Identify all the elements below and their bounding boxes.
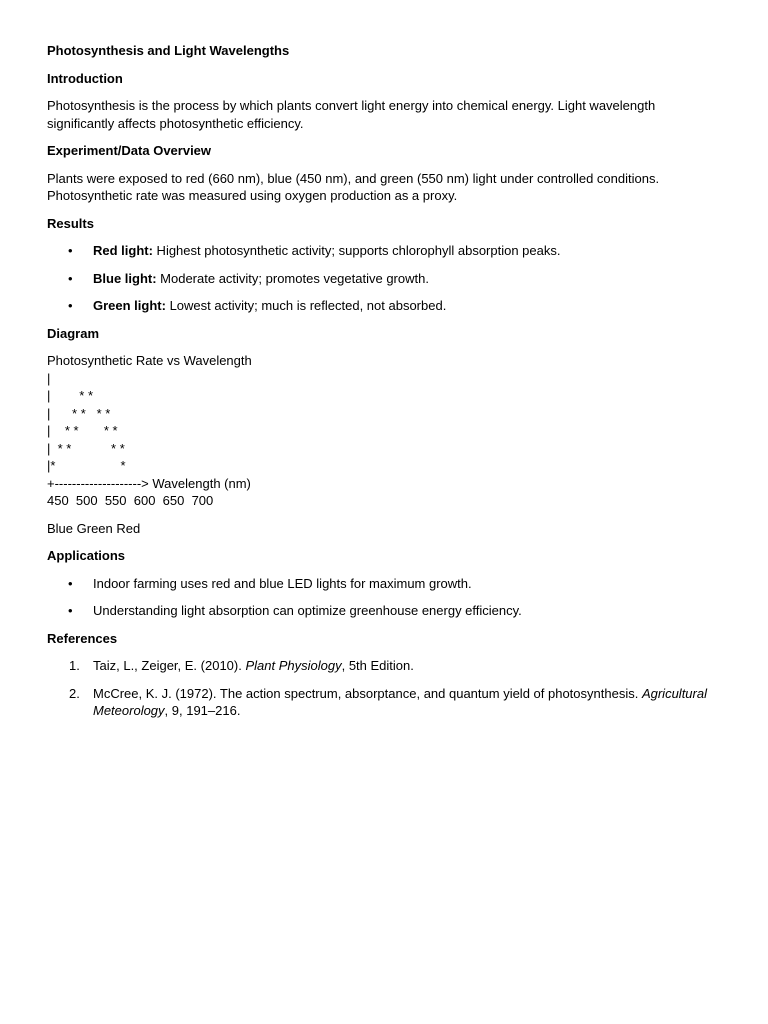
result-text: Highest photosynthetic activity; supports chlorophyll absorption peaks.	[152, 243, 561, 258]
applications-heading: Applications	[47, 548, 126, 563]
diagram-colors: Blue Green Red	[47, 520, 141, 536]
result-text: Lowest activity; much is reflected, not absorbed.	[165, 298, 447, 313]
reference-number: 1.	[69, 658, 80, 673]
result-label: Red light:	[93, 243, 153, 258]
reference-item	[47, 657, 717, 675]
experiment-paragraph: Plants were exposed to red (660 nm), blue (450 nm), and green (550 nm) light under controlled conditions. Photosynthetic rate was measured using oxygen production as a proxy.	[47, 170, 660, 203]
result-text: Moderate activity; promotes vegetative growth.	[156, 270, 429, 286]
results-list	[47, 242, 717, 315]
reference-text-end: , 5th Edition.	[341, 658, 414, 673]
reference-text-end: , 9, 191–216.	[164, 703, 241, 718]
intro-paragraph: Photosynthesis is the process by which plants convert light energy into chemical energy. Light wavelength significantly affects photosynthetic efficiency.	[47, 98, 656, 131]
list-item	[47, 297, 717, 315]
result-label: Green light:	[93, 298, 166, 313]
reference-text: McCree, K. J. (1972). The action spectrum, absorptance, and quantum yield of photosynthesis.	[93, 685, 642, 701]
diagram-line: | * * * *	[47, 423, 118, 438]
diagram-line: | * * * *	[47, 405, 111, 421]
reference-italic: Agricultural Meteorology	[93, 685, 707, 718]
diagram-axis: +--------------------> Wavelength (nm)	[47, 475, 251, 491]
document-page	[47, 42, 717, 720]
diagram-heading: Diagram	[47, 325, 100, 341]
references-heading: References	[47, 630, 118, 646]
diagram-line: | * * * *	[47, 440, 125, 456]
experiment-heading: Experiment/Data Overview	[47, 143, 212, 158]
list-item	[47, 270, 717, 288]
reference-italic: Plant Physiology	[245, 658, 342, 673]
diagram-ticks: 450 500 550 600 650 700	[47, 493, 214, 508]
intro-heading: Introduction	[47, 70, 123, 86]
diagram-title: Photosynthetic Rate vs Wavelength	[47, 353, 252, 368]
results-heading: Results	[47, 215, 94, 231]
reference-number: 2.	[69, 685, 80, 701]
references-list	[47, 657, 717, 720]
reference-item	[47, 685, 717, 720]
result-label: Blue light:	[93, 270, 157, 286]
diagram-line: |* *	[47, 458, 126, 473]
diagram-line: | * *	[47, 388, 94, 403]
list-item: • Understanding light absorption can optimize greenhouse energy efficiency.	[47, 602, 717, 620]
list-item	[47, 242, 717, 260]
diagram-line: |	[47, 370, 51, 386]
document-title: Photosynthesis and Light Wavelengths	[47, 43, 290, 58]
list-item: • Indoor farming uses red and blue LED lights for maximum growth.	[47, 575, 717, 593]
reference-text: Taiz, L., Zeiger, E. (2010).	[93, 658, 246, 673]
applications-list	[47, 575, 717, 620]
